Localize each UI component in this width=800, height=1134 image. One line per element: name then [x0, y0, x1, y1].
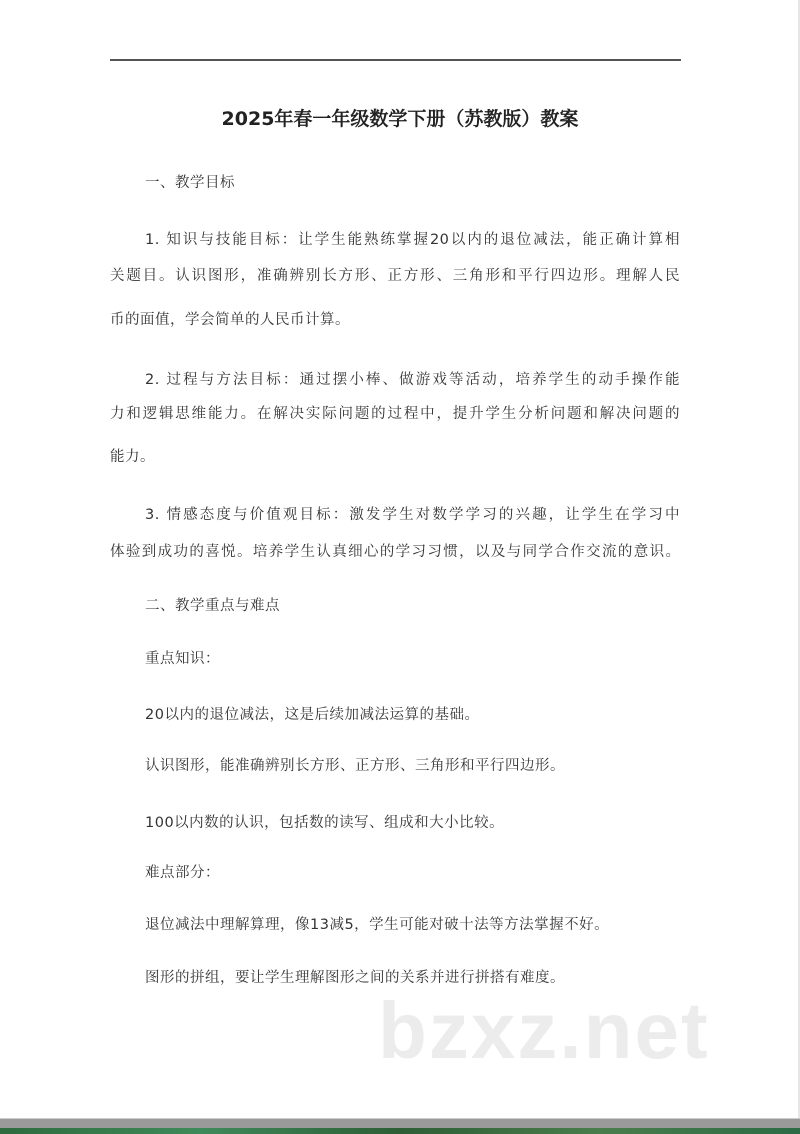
watermark: bzxz.net [378, 986, 710, 1075]
subheading: 重点知识： [145, 651, 220, 667]
section-heading: 二、教学重点与难点 [145, 598, 280, 614]
paragraph-line: 1. 知识与技能目标：让学生能熟练掌握20以内的退位减法，能正确计算相 [145, 232, 680, 248]
paragraph-line: 2. 过程与方法目标：通过摆小棒、做游戏等活动，培养学生的动手操作能 [145, 372, 680, 388]
list-item: 100以内数的认识，包括数的读写、组成和大小比较。 [145, 815, 505, 831]
paragraph-line: 力和逻辑思维能力。在解决实际问题的过程中，提升学生分析问题和解决问题的 [110, 406, 680, 422]
paragraph-line: 能力。 [110, 449, 155, 465]
desktop-background-strip [0, 1128, 800, 1134]
paragraph-line: 体验到成功的喜悦。培养学生认真细心的学习习惯，以及与同学合作交流的意识。 [110, 544, 680, 560]
list-item: 20以内的退位减法，这是后续加减法运算的基础。 [145, 707, 480, 723]
list-item: 退位减法中理解算理，像13减5，学生可能对破十法等方法掌握不好。 [145, 917, 610, 933]
paragraph-line: 3. 情感态度与价值观目标：激发学生对数学学习的兴趣，让学生在学习中 [145, 507, 680, 523]
subheading: 难点部分： [145, 865, 220, 881]
document-title: 2025年春一年级数学下册（苏教版）教案 [221, 108, 579, 130]
paragraph-line: 关题目。认识图形，准确辨别长方形、正方形、三角形和平行四边形。理解人民 [110, 268, 680, 284]
list-item: 认识图形，能准确辨别长方形、正方形、三角形和平行四边形。 [145, 758, 565, 774]
section-heading: 一、教学目标 [145, 175, 235, 191]
list-item: 图形的拼组，要让学生理解图形之间的关系并进行拼搭有难度。 [145, 970, 565, 986]
header-rule [110, 59, 681, 61]
paragraph-line: 币的面值，学会简单的人民币计算。 [110, 312, 350, 328]
